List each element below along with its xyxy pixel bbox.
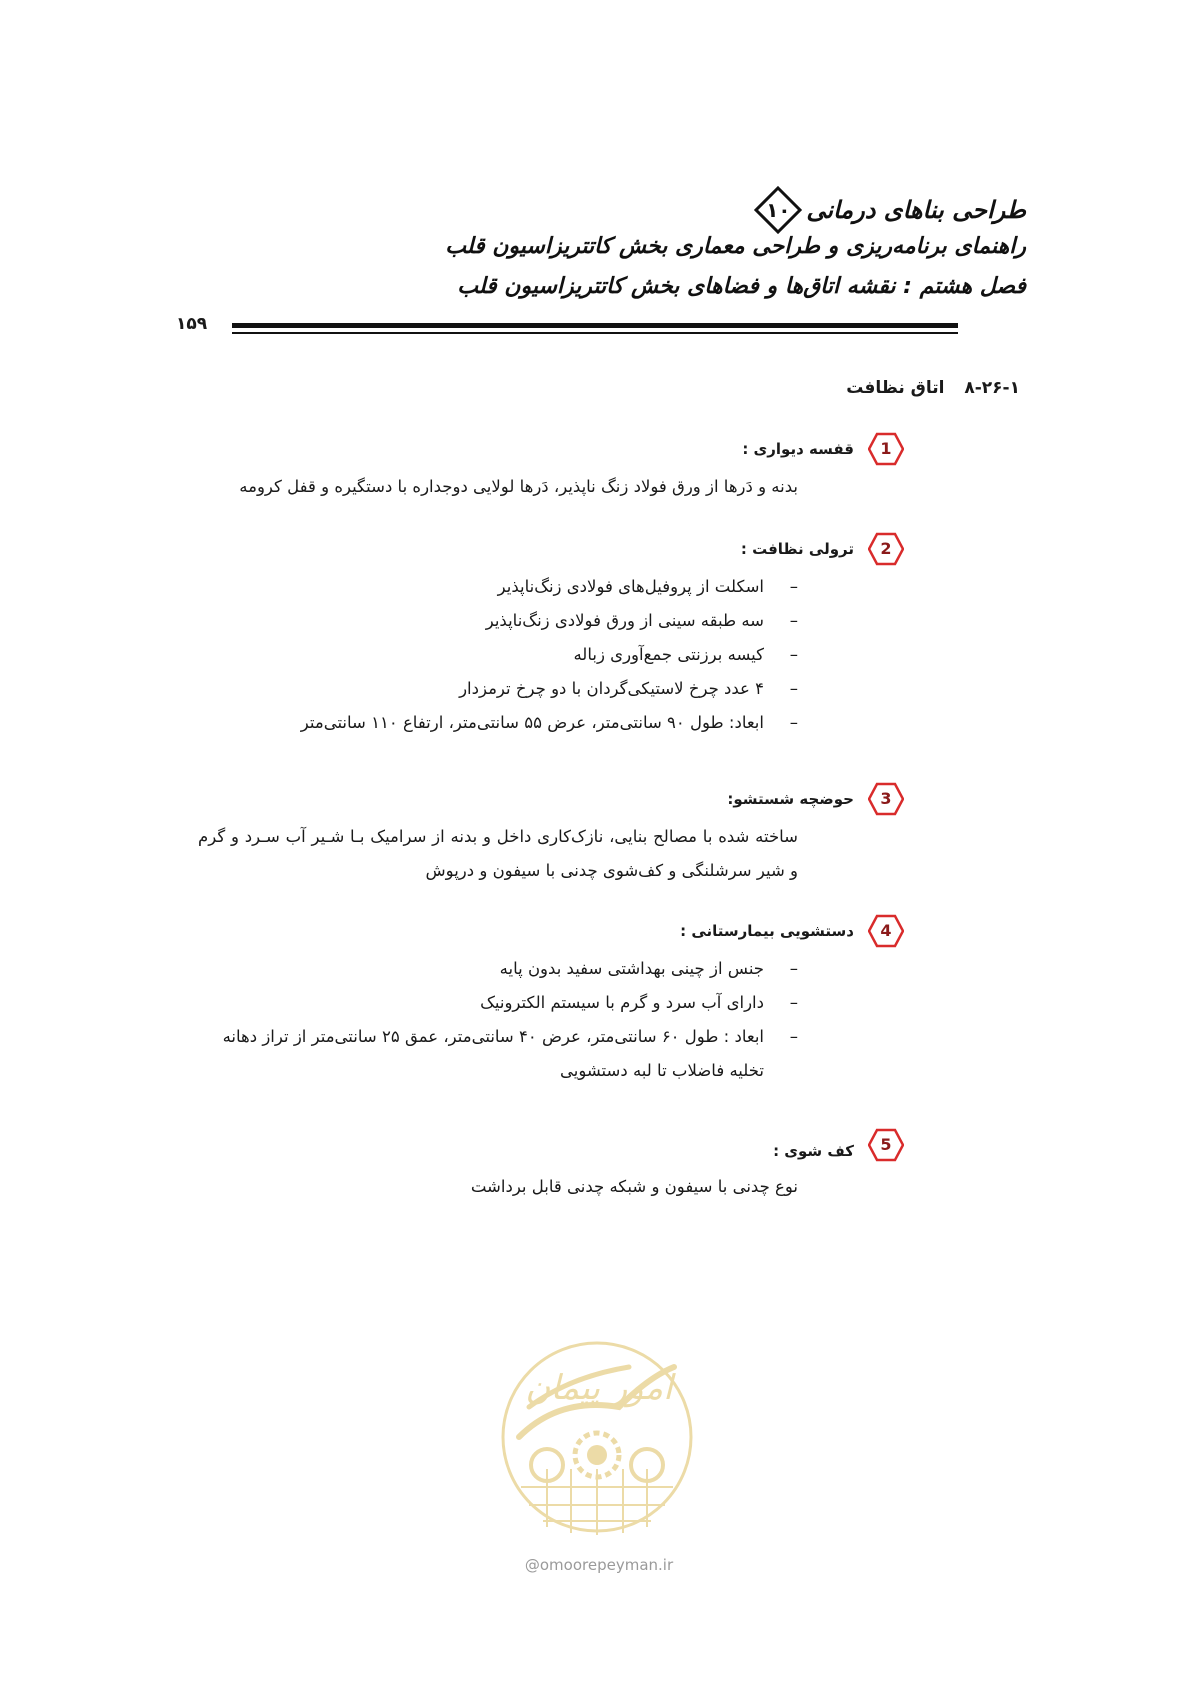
watermark-logo-text: امور پیمان	[525, 1368, 673, 1408]
book-title-line	[754, 186, 1026, 234]
list-item: – ابعاد : طول ۶۰ سانتی‌متر، عرض ۴۰ سانتی‌متر، عمق ۲۵ سانتی‌متر از تراز دهانه تخلیه فاضلاب تا لبه دستشویی	[198, 1020, 798, 1088]
dash-bullet-icon: –	[789, 611, 798, 630]
item-3-text: ساخته شده با مصالح بنایی، نازک‌کاری داخل و بدنه از سرامیک بـا شـیر آب سـرد و گرم و شیر سرشلنگی و کف‌شوی چدنی با سیفون و درپوش	[198, 827, 798, 880]
watermark-logo-icon	[499, 1337, 695, 1537]
list-item: – ابعاد: طول ۹۰ سانتی‌متر، عرض ۵۵ سانتی‌متر، ارتفاع ۱۱۰ سانتی‌متر	[301, 706, 798, 740]
book-number: ۱۰	[766, 198, 791, 222]
book-subtitle: راهنمای برنامه‌ریزی و طراحی معماری بخش کاتتریزاسیون قلب	[445, 234, 1026, 259]
item-2-label: ترولی نظافت :	[740, 540, 854, 558]
list-item: – دارای آب سرد و گرم با سیستم الکترونیک	[198, 986, 798, 1020]
watermark-url: @omoorepeyman.ir	[524, 1556, 674, 1574]
book-number-badge	[754, 186, 802, 234]
item-3-label: حوضچه شستشو:	[727, 790, 854, 808]
item-5-text: نوع چدنی با سیفون و شبکه چدنی قابل برداشت	[470, 1177, 798, 1196]
list-item: – جنس از چینی بهداشتی سفید بدون پایه	[198, 952, 798, 986]
page-number: ۱۵۹	[176, 314, 208, 334]
list-item: – اسکلت از پروفیل‌های فولادی زنگ‌ناپذیر	[301, 570, 798, 604]
item-2-badge	[868, 532, 904, 566]
item-5-number: 5	[880, 1135, 892, 1154]
item-5-badge	[868, 1128, 904, 1162]
item-1-badge	[868, 432, 904, 466]
item-2-number: 2	[880, 539, 892, 558]
dash-bullet-icon: –	[789, 679, 798, 698]
item-4-label: دستشویی بیمارستانی :	[680, 922, 854, 940]
dash-bullet-icon: –	[789, 1027, 798, 1046]
header-rule-thick	[232, 323, 958, 328]
dash-bullet-icon: –	[789, 959, 798, 978]
list-item: – سه طبقه سینی از ورق فولادی زنگ‌ناپذیر	[301, 604, 798, 638]
item-1-text: بدنه و دَرها از ورق فولاد زنگ ناپذیر، دَرها لولایی دوجداره با دستگیره و قفل کرومه	[239, 477, 798, 496]
item-4-list	[198, 952, 798, 1088]
item-3-badge	[868, 782, 904, 816]
dash-bullet-icon: –	[789, 713, 798, 732]
header-rule-thin	[232, 332, 958, 334]
item-4-badge	[868, 914, 904, 948]
section-title	[846, 378, 1020, 398]
chapter-title: فصل هشتم : نقشه اتاق‌ها و فضاهای بخش کاتتریزاسیون قلب	[457, 274, 1026, 299]
item-4-number: 4	[880, 921, 892, 940]
section-number: ۸-۲۶-۱	[964, 378, 1020, 398]
item-3-number: 3	[880, 789, 892, 808]
dash-bullet-icon: –	[789, 645, 798, 664]
item-1-number: 1	[880, 439, 892, 458]
item-1-label: قفسه دیواری :	[742, 440, 854, 458]
page-header	[0, 0, 1190, 340]
book-title: طراحی بناهای درمانی	[806, 196, 1026, 224]
section-heading: اتاق نظافت	[846, 378, 945, 398]
list-item: – کیسه برزنتی جمع‌آوری زباله	[301, 638, 798, 672]
dash-bullet-icon: –	[789, 577, 798, 596]
list-item: – ۴ عدد چرخ لاستیکی‌گردان با دو چرخ ترمزدار	[301, 672, 798, 706]
item-5-label: کف شوی :	[773, 1142, 854, 1160]
dash-bullet-icon: –	[789, 993, 798, 1012]
item-2-list	[301, 570, 798, 740]
